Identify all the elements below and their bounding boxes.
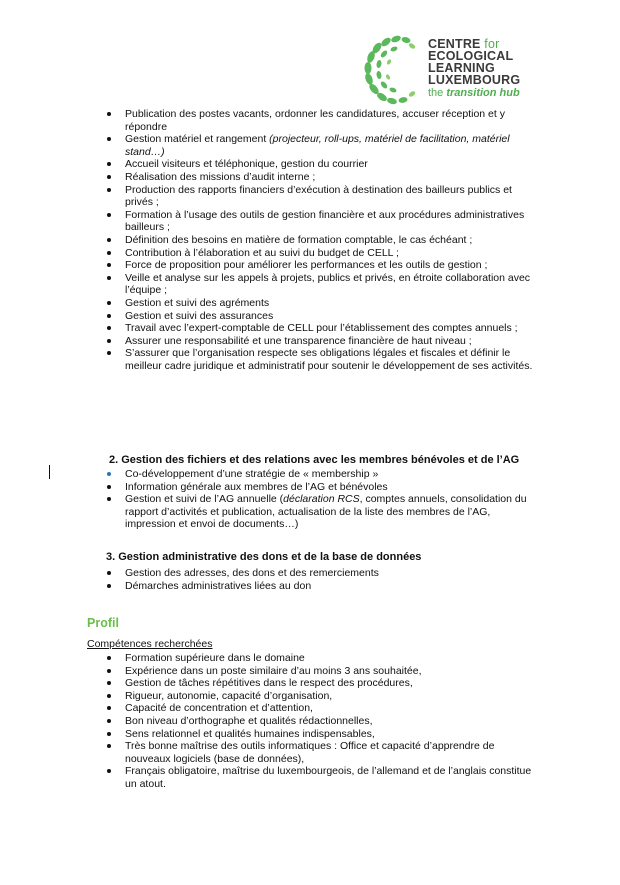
list-item-text: Contribution à l’élaboration et au suivi du budget de CELL ; bbox=[125, 246, 399, 259]
list-item bbox=[106, 171, 534, 184]
list-item-text: Formation à l’usage des outils de gestion financière et aux procédures administratives bailleurs ; bbox=[125, 208, 525, 234]
logo-line-1-light: for bbox=[484, 37, 500, 51]
logo-tag-light: the bbox=[428, 87, 444, 99]
list-item bbox=[106, 133, 534, 158]
list-item bbox=[106, 247, 534, 260]
list-item-text: Travail avec l’expert-comptable de CELL pour l’établissement des comptes annuels ; bbox=[125, 322, 518, 335]
list-item-text: Co-développement d’une stratégie de « membership » bbox=[125, 468, 379, 480]
list-item-text: S’assurer que l’organisation respecte ses obligations légales et fiscales et définir le meilleur cadre juridique et administratif pour soutenir le développement de ses activités. bbox=[125, 347, 533, 372]
list-item-text: Information générale aux membres de l’AG et bénévoles bbox=[125, 480, 388, 493]
list-item bbox=[106, 652, 534, 665]
list-item bbox=[106, 108, 534, 133]
logo-line-4: LUXEMBOURG bbox=[428, 73, 521, 87]
logo-tag-bold: transition hub bbox=[446, 87, 520, 99]
logo-line-2: ECOLOGICAL bbox=[428, 49, 514, 63]
members-list bbox=[106, 468, 534, 531]
logo-wordmark bbox=[428, 38, 520, 99]
list-item-text: Gestion matériel et rangement bbox=[125, 133, 267, 146]
list-item bbox=[106, 158, 534, 171]
list-item bbox=[106, 580, 534, 593]
list-item bbox=[106, 322, 534, 335]
list-item-text-continued: , comptes annuels, consolidation du rapport d’activités et publication, actualisation de la liste des membres de l’AG, impression et envoi de documents…) bbox=[125, 493, 527, 531]
list-item-text: Formation supérieure dans le domaine bbox=[125, 652, 305, 664]
list-item-text: Très bonne maîtrise des outils informatiques : Office et capacité d’apprendre de nouveaux logiciels (base de données), bbox=[125, 740, 495, 765]
list-item bbox=[106, 677, 534, 690]
list-item-text: Réalisation des missions d’audit interne ; bbox=[125, 170, 316, 183]
cell-logo bbox=[362, 34, 562, 110]
list-item-text: Assurer une responsabilité et une transparence financière de haut niveau ; bbox=[125, 334, 472, 347]
list-item bbox=[106, 259, 534, 272]
list-item-text: Sens relationnel et qualités humaines indispensables, bbox=[125, 727, 375, 740]
list-item bbox=[106, 297, 534, 310]
list-item bbox=[106, 481, 534, 494]
list-item bbox=[106, 272, 534, 297]
text-cursor bbox=[49, 465, 50, 479]
list-item bbox=[106, 209, 534, 234]
competences-subheading: Compétences recherchées bbox=[87, 638, 213, 650]
list-item-text: Force de proposition pour améliorer les performances et les outils de gestion ; bbox=[125, 259, 488, 272]
list-item bbox=[106, 690, 534, 703]
list-item-text: Expérience dans un poste similaire d’au moins 3 ans souhaitée, bbox=[125, 664, 422, 677]
list-item bbox=[106, 665, 534, 678]
list-item bbox=[106, 184, 534, 209]
list-item bbox=[106, 702, 534, 715]
donations-list bbox=[106, 567, 534, 592]
list-item bbox=[106, 310, 534, 323]
section-3-heading: 3. Gestion administrative des dons et de la base de données bbox=[106, 551, 422, 563]
list-item bbox=[106, 493, 534, 531]
list-item-text: Gestion des adresses, des dons et des remerciements bbox=[125, 567, 379, 579]
logo-tagline bbox=[428, 87, 520, 99]
list-item-text: Gestion et suivi de l’AG annuelle ( bbox=[125, 493, 284, 506]
list-item-text: Bon niveau d’orthographe et qualités rédactionnelles, bbox=[125, 714, 373, 727]
list-item bbox=[106, 347, 534, 372]
leaf-c-logo-icon bbox=[362, 34, 424, 106]
list-item-text: Gestion et suivi des agréments bbox=[125, 296, 270, 309]
list-item bbox=[106, 468, 534, 481]
tasks-list bbox=[106, 108, 534, 372]
skills-list bbox=[106, 652, 534, 791]
list-item bbox=[106, 567, 534, 580]
list-item-italic: déclaration RCS bbox=[283, 493, 360, 506]
list-item-text: Production des rapports financiers d’exécution à destination des bailleurs publics et privés ; bbox=[125, 183, 512, 209]
list-item bbox=[106, 715, 534, 728]
list-item-text: Rigueur, autonomie, capacité d’organisation, bbox=[125, 689, 333, 702]
list-item bbox=[106, 765, 534, 790]
section-2-heading: 2. Gestion des fichiers et des relations avec les membres bénévoles et de l’AG bbox=[109, 454, 520, 466]
list-item bbox=[106, 234, 534, 247]
list-item-text: Accueil visiteurs et téléphonique, gestion du courrier bbox=[125, 158, 368, 171]
list-item-text: Gestion et suivi des assurances bbox=[125, 309, 274, 322]
list-item-text: Démarches administratives liées au don bbox=[125, 579, 312, 592]
logo-line-3: LEARNING bbox=[428, 61, 495, 75]
list-item-text: Gestion de tâches répétitives dans le respect des procédures, bbox=[125, 677, 413, 690]
list-item bbox=[106, 728, 534, 741]
list-item-italic: (projecteur, roll-ups, matériel de facilitation, matériel stand…) bbox=[125, 133, 510, 158]
list-item-text: Capacité de concentration et d’attention, bbox=[125, 702, 313, 715]
list-item bbox=[106, 335, 534, 348]
list-item-text: Publication des postes vacants, ordonner les candidatures, accuser réception et y répondre bbox=[125, 108, 505, 133]
list-item-text: Définition des besoins en matière de formation comptable, le cas échéant ; bbox=[125, 233, 473, 246]
list-item-text: Veille et analyse sur les appels à projets, publics et privés, en étroite collaboration avec l’équipe ; bbox=[125, 271, 531, 297]
logo-line-1: CENTRE bbox=[428, 37, 481, 51]
list-item-text: Français obligatoire, maîtrise du luxembourgeois, de l’allemand et de l’anglais constitue un atout. bbox=[125, 765, 532, 790]
list-item bbox=[106, 740, 534, 765]
profil-heading: Profil bbox=[87, 616, 119, 630]
